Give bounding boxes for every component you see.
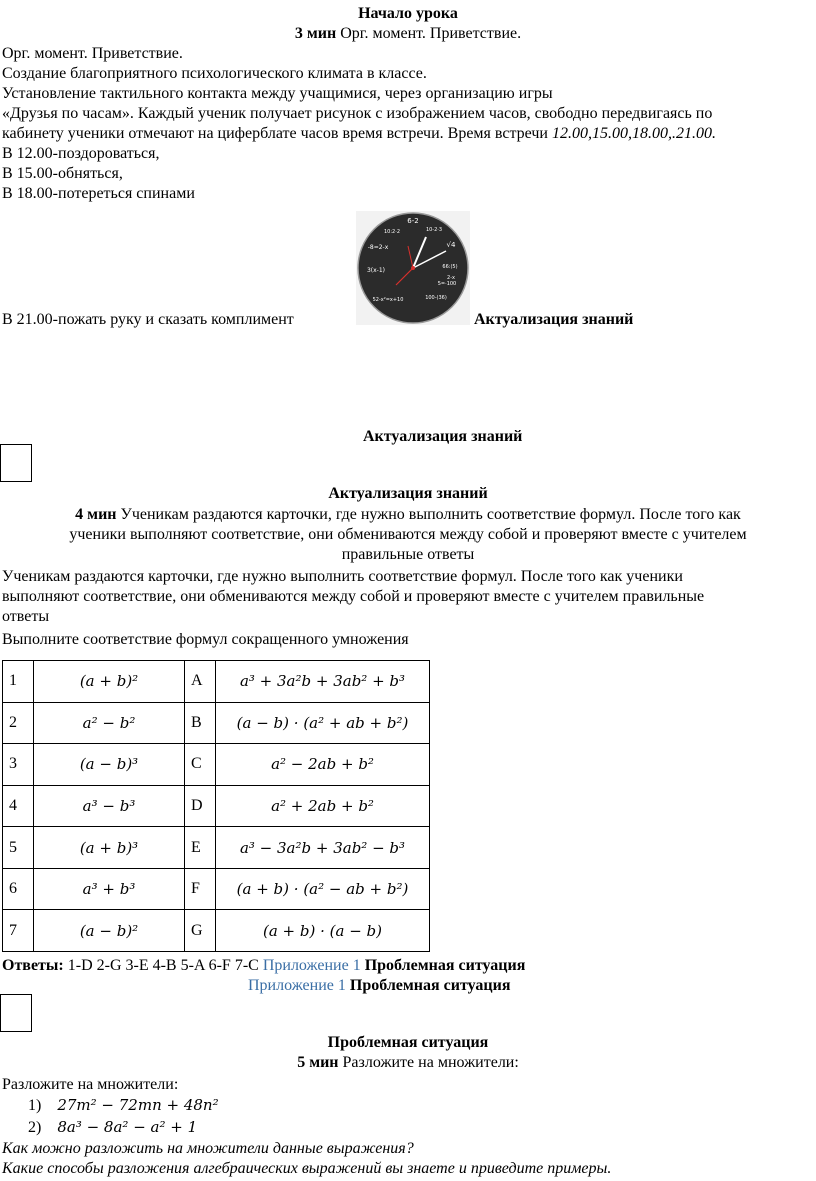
formula-left: (a + b)²: [34, 661, 185, 703]
empty-checkbox-2: [0, 994, 32, 1032]
clock-label-3: 66:(5): [442, 264, 458, 270]
row-number: 6: [3, 868, 34, 910]
section2-title: Актуализация знаний: [328, 485, 488, 502]
factor-item-2-num: 2): [28, 1119, 42, 1136]
section2-center-text-0: Ученикам раздаются карточки, где нужно выполнить соответствие формул. После того как: [116, 506, 741, 523]
table-row: [3, 910, 430, 952]
formula-right: a² + 2ab + b²: [216, 785, 430, 827]
formula-left: (a − b)³: [34, 744, 185, 786]
table-row: [3, 702, 430, 744]
clock-label-4: 5=·100: [437, 281, 457, 287]
next-heading-1: Актуализация знаний: [474, 311, 634, 328]
section2-body-2: ответы: [2, 608, 50, 625]
row-number: 4: [3, 785, 34, 827]
formula-match-table: [2, 660, 430, 952]
factor-item-1: [28, 1095, 219, 1116]
clock-label-10: -8=2-x: [367, 244, 389, 251]
section1-line-2: В 18.00-потереться спинами: [2, 185, 195, 202]
section3-time-text: Разложите на множители:: [338, 1054, 519, 1071]
heading-repeat: Актуализация знаний: [363, 428, 523, 445]
next-heading-3: Проблемная ситуация: [349, 977, 511, 994]
appendix-line-2: [248, 976, 511, 997]
formula-right: a³ − 3a²b + 3ab² − b³: [216, 827, 430, 869]
section1-time-line: [0, 24, 816, 45]
section2-center-line-0: [0, 505, 816, 526]
section1-line-0: В 12.00-поздороваться,: [2, 145, 160, 162]
clock-label-4b: 2-x: [447, 275, 455, 281]
appendix-link-2[interactable]: Приложение 1: [248, 977, 346, 994]
formula-left: (a − b)²: [34, 910, 185, 952]
formula-left: a³ − b³: [34, 785, 185, 827]
next-heading-2: Проблемная ситуация: [364, 957, 526, 974]
section1-line-1: В 15.00-обняться,: [2, 165, 123, 182]
row-number: 3: [3, 744, 34, 786]
formula-left: (a + b)³: [34, 827, 185, 869]
section1-last-line: [2, 310, 294, 331]
section2-body-0: Ученикам раздаются карточки, где нужно выполнить соответствие формул. После того как ученики: [2, 568, 683, 585]
answers-label: Ответы:: [2, 957, 64, 974]
section1-para-3: «Друзья по часам». Каждый ученик получает рисунок с изображением часов, свободно передвигаясь по: [2, 105, 713, 122]
section3-time-line: [0, 1053, 816, 1074]
formula-right: (a − b) · (a² + ab + b²): [216, 702, 430, 744]
section2-center-text-1: ученики выполняют соответствие, они обмениваются между собой и проверяют вместе с учителем: [69, 526, 747, 543]
row-number: 7: [3, 910, 34, 952]
row-number: 1: [3, 661, 34, 703]
question-2: Какие способы разложения алгебраических выражений вы знаете и приведите примеры.: [2, 1160, 612, 1177]
table-row: [3, 661, 430, 703]
row-letter: G: [185, 910, 216, 952]
meeting-times: 12.00,15.00,18.00,.21.00.: [551, 125, 716, 142]
formula-left: a² − b²: [34, 702, 185, 744]
table-row: [3, 827, 430, 869]
section3-title: Проблемная ситуация: [327, 1034, 489, 1051]
section1-para-4-line: [2, 124, 716, 144]
section3-body: Разложите на множители:: [2, 1076, 179, 1093]
formula-right: a³ + 3a²b + 3ab² + b³: [216, 661, 430, 703]
clock-label-11: 10:2·2: [384, 229, 400, 235]
answers-text: 1-D 2-G 3-E 4-B 5-A 6-F 7-C: [63, 957, 259, 974]
heading-repeat-line: [363, 427, 522, 448]
empty-checkbox: [0, 444, 32, 482]
answers-line: [2, 956, 525, 977]
formula-right: (a + b) · (a² − ab + b²): [216, 868, 430, 910]
row-letter: B: [185, 702, 216, 744]
clock-label-2: √4: [446, 241, 456, 249]
clock-label-7: 52-x²=x+10: [372, 297, 404, 303]
section1-time-text: Орг. момент. Приветствие.: [336, 25, 522, 42]
row-letter: F: [185, 868, 216, 910]
clock-label-12: 6-2: [407, 217, 419, 225]
math-clock-image: [356, 211, 470, 325]
section3-time: 5 мин: [297, 1054, 339, 1071]
section2-center-text-2: правильные ответы: [341, 546, 475, 563]
section2-time: 4 мин: [75, 506, 117, 523]
section2-body-1: выполняют соответствие, они обмениваются между собой и проверяют вместе с учителем правильные: [2, 588, 705, 605]
section1-last-text: В 21.00-пожать руку и сказать комплимент: [2, 311, 294, 328]
section1-title: Начало урока: [358, 5, 458, 22]
section1-time: 3 мин: [294, 25, 337, 42]
section1-para-2: Установление тактильного контакта между учащимися, через организацию игры: [2, 85, 553, 102]
section2-task: Выполните соответствие формул сокращенного умножения: [2, 631, 409, 648]
factor-item-1-num: 1): [28, 1097, 42, 1114]
row-letter: D: [185, 785, 216, 827]
row-letter: C: [185, 744, 216, 786]
table-row: [3, 868, 430, 910]
section1-para-1: Создание благоприятного психологического климата в классе.: [2, 65, 427, 82]
clock-label-9: 3(x-1): [366, 267, 386, 274]
question-1: Как можно разложить на множители данные выражения?: [2, 1140, 414, 1157]
clock-label-1: 10-2·3: [425, 227, 443, 233]
appendix-link[interactable]: Приложение 1: [262, 957, 361, 974]
factor-item-1-expr: 27m² − 72mn + 48n²: [57, 1096, 219, 1114]
next-heading-line-1: [474, 310, 633, 331]
row-number: 5: [3, 827, 34, 869]
row-number: 2: [3, 702, 34, 744]
formula-right: a² − 2ab + b²: [216, 744, 430, 786]
table-row: [3, 785, 430, 827]
formula-right: (a + b) · (a − b): [216, 910, 430, 952]
factor-item-2-expr: 8a³ − 8a² − a² + 1: [57, 1118, 198, 1136]
row-letter: E: [185, 827, 216, 869]
section1-para-0: Орг. момент. Приветствие.: [2, 45, 183, 62]
formula-match-body: [3, 661, 430, 952]
table-row: [3, 744, 430, 786]
factor-item-2: [28, 1117, 197, 1138]
row-letter: A: [185, 661, 216, 703]
section1-para-4: кабинету ученики отмечают на циферблате часов время встречи. Время встречи: [2, 125, 552, 142]
formula-left: a³ + b³: [34, 868, 185, 910]
clock-label-5: 100-(36): [425, 295, 447, 301]
